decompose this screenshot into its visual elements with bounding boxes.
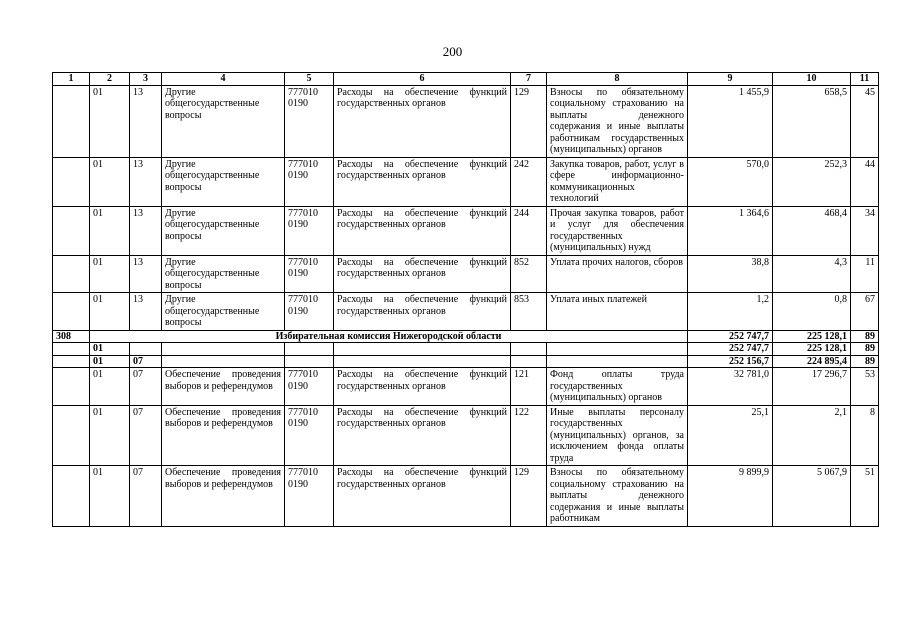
- cell-percent: 34: [851, 206, 879, 255]
- cell-subsection: 13: [130, 293, 162, 331]
- cell-plan: 252 156,7: [688, 355, 773, 368]
- column-header: 5: [285, 73, 334, 86]
- cell-actual: 468,4: [773, 206, 851, 255]
- cell-percent: 67: [851, 293, 879, 331]
- cell-article-name: Расходы на обеспечение функций государственных органов: [334, 466, 511, 527]
- cell-actual: 225 128,1: [773, 330, 851, 343]
- cell-expense-name: Фонд оплаты труда государственных (муниципальных) органов: [547, 368, 688, 406]
- column-header: 4: [162, 73, 285, 86]
- cell-subsection-name: Обеспечение проведения выборов и референдумов: [162, 368, 285, 406]
- cell-percent: 51: [851, 466, 879, 527]
- column-header: 8: [547, 73, 688, 86]
- cell-col1: [53, 157, 90, 206]
- cell-plan: 570,0: [688, 157, 773, 206]
- cell-expense-type: 244: [511, 206, 547, 255]
- cell-section: 01: [90, 343, 130, 356]
- page-number: 200: [442, 44, 463, 59]
- cell-percent: 44: [851, 157, 879, 206]
- cell-actual: 252,3: [773, 157, 851, 206]
- cell-empty: [285, 355, 334, 368]
- cell-section: 01: [90, 293, 130, 331]
- cell-article-name: Расходы на обеспечение функций государственных органов: [334, 85, 511, 157]
- cell-subsection: [130, 343, 162, 356]
- cell-actual: 225 128,1: [773, 343, 851, 356]
- column-header: 6: [334, 73, 511, 86]
- column-header: 11: [851, 73, 879, 86]
- cell-subsection-name: Другие общегосударственные вопросы: [162, 206, 285, 255]
- cell-expense-type: 852: [511, 255, 547, 293]
- cell-col1: [53, 85, 90, 157]
- cell-subsection-name: Другие общегосударственные вопросы: [162, 85, 285, 157]
- cell-section: 01: [90, 157, 130, 206]
- cell-plan: 32 781,0: [688, 368, 773, 406]
- cell-empty: [334, 343, 511, 356]
- table-row: [53, 206, 879, 255]
- cell-subsection-name: Обеспечение проведения выборов и референдумов: [162, 466, 285, 527]
- cell-empty: [334, 355, 511, 368]
- cell-expense-type: 242: [511, 157, 547, 206]
- cell-subsection: 13: [130, 206, 162, 255]
- cell-plan: 38,8: [688, 255, 773, 293]
- cell-article-name: Расходы на обеспечение функций государственных органов: [334, 293, 511, 331]
- header-row: [53, 73, 879, 86]
- cell-empty: [511, 343, 547, 356]
- cell-subsection-name: Другие общегосударственные вопросы: [162, 255, 285, 293]
- column-header: 7: [511, 73, 547, 86]
- cell-col1: [53, 355, 90, 368]
- cell-subsection: 13: [130, 85, 162, 157]
- cell-subsection: 07: [130, 355, 162, 368]
- column-header: 10: [773, 73, 851, 86]
- column-header: 9: [688, 73, 773, 86]
- cell-plan: 25,1: [688, 405, 773, 466]
- cell-subsection-name: Другие общегосударственные вопросы: [162, 293, 285, 331]
- cell-empty: [547, 355, 688, 368]
- cell-col1: [53, 343, 90, 356]
- cell-percent: 45: [851, 85, 879, 157]
- cell-subsection: 07: [130, 368, 162, 406]
- cell-percent: 89: [851, 355, 879, 368]
- cell-actual: 2,1: [773, 405, 851, 466]
- cell-empty: [547, 343, 688, 356]
- cell-expense-name: Уплата прочих налогов, сборов: [547, 255, 688, 293]
- budget-table: [52, 72, 879, 527]
- table-row: [53, 255, 879, 293]
- cell-empty: [285, 343, 334, 356]
- cell-plan: 1 455,9: [688, 85, 773, 157]
- cell-article-name: Расходы на обеспечение функций государственных органов: [334, 206, 511, 255]
- cell-expense-name: Взносы по обязательному социальному страхованию на выплаты денежного содержания и иные выплаты работникам государственных (муниципальных) органов: [547, 85, 688, 157]
- cell-expense-type: 121: [511, 368, 547, 406]
- cell-article-name: Расходы на обеспечение функций государственных органов: [334, 405, 511, 466]
- cell-section: 01: [90, 466, 130, 527]
- cell-article-name: Расходы на обеспечение функций государственных органов: [334, 157, 511, 206]
- section-total-row: [53, 355, 879, 368]
- cell-expense-name: Уплата иных платежей: [547, 293, 688, 331]
- cell-target-article: 777010 0190: [285, 405, 334, 466]
- cell-department-code: 308: [53, 330, 90, 343]
- cell-empty: [511, 355, 547, 368]
- cell-col1: [53, 466, 90, 527]
- cell-expense-name: Закупка товаров, работ, услуг в сфере информационно-коммуникационных технологий: [547, 157, 688, 206]
- column-header: 2: [90, 73, 130, 86]
- cell-expense-type: 129: [511, 85, 547, 157]
- cell-section: 01: [90, 206, 130, 255]
- cell-col1: [53, 368, 90, 406]
- cell-expense-type: 129: [511, 466, 547, 527]
- table-row: [53, 157, 879, 206]
- cell-section: 01: [90, 405, 130, 466]
- cell-actual: 17 296,7: [773, 368, 851, 406]
- cell-subsection: 13: [130, 255, 162, 293]
- table-row: [53, 466, 879, 527]
- cell-col1: [53, 206, 90, 255]
- cell-actual: 0,8: [773, 293, 851, 331]
- cell-col1: [53, 405, 90, 466]
- cell-percent: 8: [851, 405, 879, 466]
- department-row: [53, 330, 879, 343]
- cell-col1: [53, 293, 90, 331]
- cell-section: 01: [90, 85, 130, 157]
- cell-subsection: 13: [130, 157, 162, 206]
- cell-section: 01: [90, 255, 130, 293]
- cell-plan: 1,2: [688, 293, 773, 331]
- table-row: [53, 85, 879, 157]
- cell-expense-type: 853: [511, 293, 547, 331]
- cell-percent: 11: [851, 255, 879, 293]
- cell-expense-type: 122: [511, 405, 547, 466]
- cell-plan: 252 747,7: [688, 330, 773, 343]
- cell-actual: 4,3: [773, 255, 851, 293]
- cell-subsection: 07: [130, 405, 162, 466]
- table-row: [53, 368, 879, 406]
- cell-actual: 224 895,4: [773, 355, 851, 368]
- cell-percent: 89: [851, 343, 879, 356]
- cell-percent: 89: [851, 330, 879, 343]
- cell-target-article: 777010 0190: [285, 255, 334, 293]
- column-header: 1: [53, 73, 90, 86]
- cell-percent: 53: [851, 368, 879, 406]
- cell-subsection-name: Обеспечение проведения выборов и референдумов: [162, 405, 285, 466]
- cell-expense-name: Прочая закупка товаров, работ и услуг для обеспечения государственных (муниципальных) нужд: [547, 206, 688, 255]
- table-row: [53, 293, 879, 331]
- cell-target-article: 777010 0190: [285, 368, 334, 406]
- cell-empty: [162, 355, 285, 368]
- cell-subsection-name: Другие общегосударственные вопросы: [162, 157, 285, 206]
- cell-plan: 1 364,6: [688, 206, 773, 255]
- cell-article-name: Расходы на обеспечение функций государственных органов: [334, 255, 511, 293]
- cell-target-article: 777010 0190: [285, 85, 334, 157]
- cell-target-article: 777010 0190: [285, 466, 334, 527]
- cell-article-name: Расходы на обеспечение функций государственных органов: [334, 368, 511, 406]
- cell-section: 01: [90, 355, 130, 368]
- cell-expense-name: Иные выплаты персоналу государственных (муниципальных) органов, за исключением фонда оплаты труда: [547, 405, 688, 466]
- cell-target-article: 777010 0190: [285, 293, 334, 331]
- cell-col1: [53, 255, 90, 293]
- cell-empty: [162, 343, 285, 356]
- section-total-row: [53, 343, 879, 356]
- cell-plan: 252 747,7: [688, 343, 773, 356]
- department-name: Избирательная комиссия Нижегородской области: [90, 330, 688, 343]
- cell-section: 01: [90, 368, 130, 406]
- column-header: 3: [130, 73, 162, 86]
- cell-expense-name: Взносы по обязательному социальному страхованию на выплаты денежного содержания и иные выплаты работникам: [547, 466, 688, 527]
- cell-actual: 5 067,9: [773, 466, 851, 527]
- cell-actual: 658,5: [773, 85, 851, 157]
- table-row: [53, 405, 879, 466]
- cell-target-article: 777010 0190: [285, 206, 334, 255]
- cell-subsection: 07: [130, 466, 162, 527]
- cell-target-article: 777010 0190: [285, 157, 334, 206]
- cell-plan: 9 899,9: [688, 466, 773, 527]
